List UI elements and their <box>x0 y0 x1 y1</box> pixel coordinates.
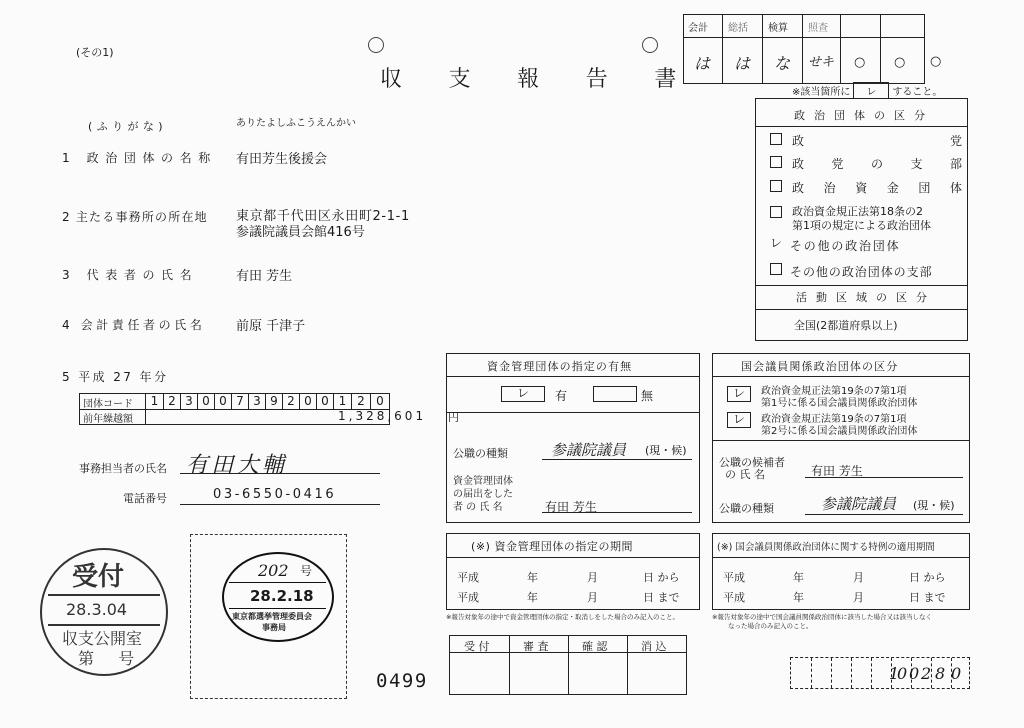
org-name-value: 有田芳生後援会 <box>236 152 328 167</box>
receipt-table <box>449 635 687 695</box>
org-code-digit: 3 <box>253 394 261 408</box>
diet-item2-mark: レ <box>732 412 745 426</box>
fund-yes-label: 有 <box>555 389 568 403</box>
class-item-art18: 政治資金規正法第18条の2 <box>792 205 923 218</box>
diet-office-type-options: (現・候) <box>913 499 955 512</box>
office-label: 2 主たる事務所の所在地 <box>62 210 208 224</box>
check-note-tail: すること。 <box>892 87 943 98</box>
diet-office-type-label: 公職の種類 <box>719 502 774 515</box>
furigana-label: (ふりがな) <box>88 120 167 133</box>
activity-value: 全国(2都道府県以上) <box>794 319 898 332</box>
fund-yes-box[interactable] <box>501 386 545 402</box>
serial-number-box <box>790 657 970 689</box>
org-code-digit: 0 <box>202 394 210 408</box>
diet-office-type-value: 参議院議員 <box>821 495 897 513</box>
diet-item1-line1: 政治資金規正法第19条の7第1項 <box>761 386 907 397</box>
diet-candidate-value: 有田 芳生 <box>811 464 863 478</box>
period-left-header: (※) 資金管理団体の指定の期間 <box>471 540 634 553</box>
fund-filer-label2: の届出をした <box>453 489 513 500</box>
org-code-digit: 2 <box>357 394 365 408</box>
checkbox-other-mark: レ <box>770 236 783 250</box>
receipt-stamp-num: 第 号 <box>78 649 144 668</box>
org-code-digits <box>146 394 389 409</box>
approval-grid <box>683 14 925 84</box>
class-item-party: 政 党 <box>792 134 962 148</box>
period-right-r1-era: 平成 <box>723 571 745 584</box>
period-left-r2-year: 年 <box>527 591 538 604</box>
approval-mark-7: ○ <box>930 54 942 69</box>
period-right-note2: なった場合のみ記入のこと。 <box>728 622 813 630</box>
page-title: 収 支 報 告 書 <box>380 67 697 92</box>
class-item-other-branch: その他の政治団体の支部 <box>790 265 933 279</box>
org-name-label: 1 政治団体の名称 <box>62 151 217 165</box>
treasurer-label: 4 会計責任者の氏名 <box>62 318 206 332</box>
org-code-digit: 0 <box>376 394 384 408</box>
checkbox-party-branch[interactable] <box>770 156 782 168</box>
org-code-digit: 3 <box>185 394 193 408</box>
diet-item2-box[interactable] <box>727 412 751 428</box>
org-code-label: 団体コード <box>83 399 133 410</box>
check-note <box>792 82 942 99</box>
diet-item1-mark: レ <box>732 386 745 400</box>
diet-item1-box[interactable] <box>727 386 751 402</box>
org-code-digit: 1 <box>338 394 347 408</box>
fund-office-type-label: 公職の種類 <box>453 447 508 460</box>
fund-mgmt-header: 資金管理団体の指定の有無 <box>487 360 633 373</box>
org-code-digit: 0 <box>304 394 312 408</box>
period-right-note1: ※報告対象年の途中で国会議員関係政治団体に該当した場合又は該当しなく <box>712 613 932 621</box>
committee-stamp-org2: 事務局 <box>262 623 286 632</box>
org-code-digit: 7 <box>236 394 244 408</box>
approval-header-1: 会計 <box>688 23 708 34</box>
fund-no-label: 無 <box>641 389 654 403</box>
document-number: 0499 <box>376 670 428 692</box>
receipt-stamp-top: 受付 <box>72 562 125 592</box>
approval-mark-2: は <box>734 54 751 73</box>
year-label: 5 平成 27 年分 <box>62 370 169 384</box>
fund-office-type-value: 参議院議員 <box>551 441 627 459</box>
org-code-digit: 2 <box>168 394 176 408</box>
period-left-note: ※報告対象年の途中で資金管理団体の指定・取消しをした場合のみ記入のこと。 <box>446 613 679 621</box>
diet-candidate-label1: 公職の候補者 <box>719 456 785 469</box>
punch-hole-left <box>368 37 384 53</box>
approval-mark-6: ○ <box>894 55 906 70</box>
carryover-label: 前年繰越額 <box>83 414 133 425</box>
activity-header: 活 動 区 域 の 区 分 <box>796 291 930 304</box>
approval-mark-3: な <box>774 54 791 73</box>
carryover-unit: 円 <box>448 411 459 424</box>
punch-hole-right <box>642 37 658 53</box>
approval-header-2: 総括 <box>728 23 748 34</box>
serial-digit: 1 <box>889 664 900 683</box>
diet-member-box <box>712 353 970 523</box>
committee-stamp-org1: 東京都選挙管理委員会 <box>232 612 312 621</box>
diet-item2-line2: 第2号に係る国会議員関係政治団体 <box>761 426 918 437</box>
period-left-r1-month: 月 <box>587 571 598 584</box>
period-right-r1-day: 日 から <box>909 571 946 584</box>
receipt-header-4: 消 込 <box>641 640 667 653</box>
period-right-header: (※) 国会議員関係政治団体に関する特例の適用期間 <box>717 542 935 553</box>
period-right-r1-year: 年 <box>793 571 804 584</box>
office-line1: 東京都千代田区永田町2-1-1 <box>236 209 410 224</box>
approval-header-3: 検算 <box>768 23 788 34</box>
period-left-r1-era: 平成 <box>457 571 479 584</box>
org-code-digit: 0 <box>321 394 329 408</box>
receipt-header-3: 確 認 <box>582 640 608 653</box>
org-code-digit: 0 <box>219 394 227 408</box>
committee-stamp-date: 28.2.18 <box>250 587 314 605</box>
treasurer-value: 前原 千津子 <box>236 319 306 334</box>
receipt-header-1: 受 付 <box>464 640 490 653</box>
fund-mgmt-box <box>446 353 700 523</box>
diet-member-header: 国会議員関係政治団体の区分 <box>741 360 899 373</box>
serial-digit: 0 <box>897 664 908 683</box>
office-staff-label: 事務担当者の氏名 <box>79 462 167 475</box>
org-code-digit: 1 <box>150 394 159 408</box>
org-code-table <box>79 393 459 425</box>
office-line2: 参議院議員会館416号 <box>236 225 365 240</box>
rep-label: 3 代表者の氏名 <box>62 268 199 282</box>
classification-box <box>755 98 968 341</box>
period-right-box <box>712 533 970 610</box>
diet-item2-line1: 政治資金規正法第19条の7第1項 <box>761 414 907 425</box>
check-note-text: ※該当箇所に <box>792 87 851 98</box>
class-item-art18-line2: 第1項の規定による政治団体 <box>792 219 931 232</box>
fund-filer-label3: 者 の 氏 名 <box>453 502 503 513</box>
classification-header: 政 治 団 体 の 区 分 <box>794 109 928 122</box>
office-staff-underline <box>180 473 380 474</box>
committee-stamp-suffix: 号 <box>300 564 313 578</box>
office-staff-value: 有田大輔 <box>186 453 288 478</box>
check-note-mark: レ <box>853 82 889 99</box>
committee-stamp-num: 202 <box>258 561 289 580</box>
class-item-other: その他の政治団体 <box>790 239 901 253</box>
approval-header-4: 照查 <box>808 23 828 34</box>
period-left-box <box>446 533 700 610</box>
period-left-r2-day: 日 まで <box>643 591 680 604</box>
serial-digit: 0 <box>909 664 920 683</box>
page-label: (その1) <box>76 46 114 59</box>
receipt-stamp-date: 28.3.04 <box>66 600 128 619</box>
checkbox-fund-org[interactable] <box>770 180 782 192</box>
period-right-r1-month: 月 <box>853 571 864 584</box>
carryover-value: 1,328,601 <box>338 409 427 423</box>
receipt-stamp <box>40 548 168 676</box>
receipt-header-2: 審 査 <box>523 640 549 653</box>
approval-mark-5: ○ <box>854 55 866 70</box>
serial-digit: 0 <box>951 664 962 683</box>
approval-mark-4: せキ <box>808 55 835 70</box>
fund-filer-label1: 資金管理団体 <box>453 476 513 487</box>
class-item-fund-org: 政 治 資 金 団 体 <box>792 181 962 195</box>
period-left-r2-month: 月 <box>587 591 598 604</box>
serial-digit: 8 <box>935 664 946 683</box>
approval-mark-1: は <box>694 54 711 73</box>
period-left-r1-day: 日 から <box>643 571 680 584</box>
checkbox-other-branch[interactable] <box>770 263 782 275</box>
period-right-r2-day: 日 まで <box>909 591 946 604</box>
serial-digit: 2 <box>921 664 932 683</box>
fund-yes-mark: レ <box>516 386 529 400</box>
election-committee-stamp <box>222 552 334 642</box>
class-item-party-branch: 政 党 の 支 部 <box>792 157 962 171</box>
rep-value: 有田 芳生 <box>236 269 293 284</box>
period-left-r2-era: 平成 <box>457 591 479 604</box>
phone-label: 電話番号 <box>123 492 167 505</box>
period-right-r2-year: 年 <box>793 591 804 604</box>
furigana-value: ありたよしふこうえんかい <box>236 118 356 129</box>
checkbox-party[interactable] <box>770 133 782 145</box>
period-right-r2-month: 月 <box>853 591 864 604</box>
org-code-digit: 2 <box>287 394 295 408</box>
fund-no-box[interactable] <box>593 386 637 402</box>
phone-underline <box>180 504 380 505</box>
fund-filer-value: 有田 芳生 <box>545 500 597 514</box>
org-code-digit: 9 <box>270 394 278 408</box>
phone-value: 03-6550-0416 <box>213 487 337 502</box>
checkbox-other[interactable] <box>770 237 782 249</box>
period-right-r2-era: 平成 <box>723 591 745 604</box>
diet-item1-line2: 第1号に係る国会議員関係政治団体 <box>761 398 918 409</box>
diet-candidate-label2: の 氏 名 <box>725 468 765 481</box>
period-left-r1-year: 年 <box>527 571 538 584</box>
checkbox-art18[interactable] <box>770 206 782 218</box>
fund-office-type-options: (現・候) <box>645 444 687 457</box>
receipt-stamp-office: 収支公開室 <box>62 629 143 648</box>
